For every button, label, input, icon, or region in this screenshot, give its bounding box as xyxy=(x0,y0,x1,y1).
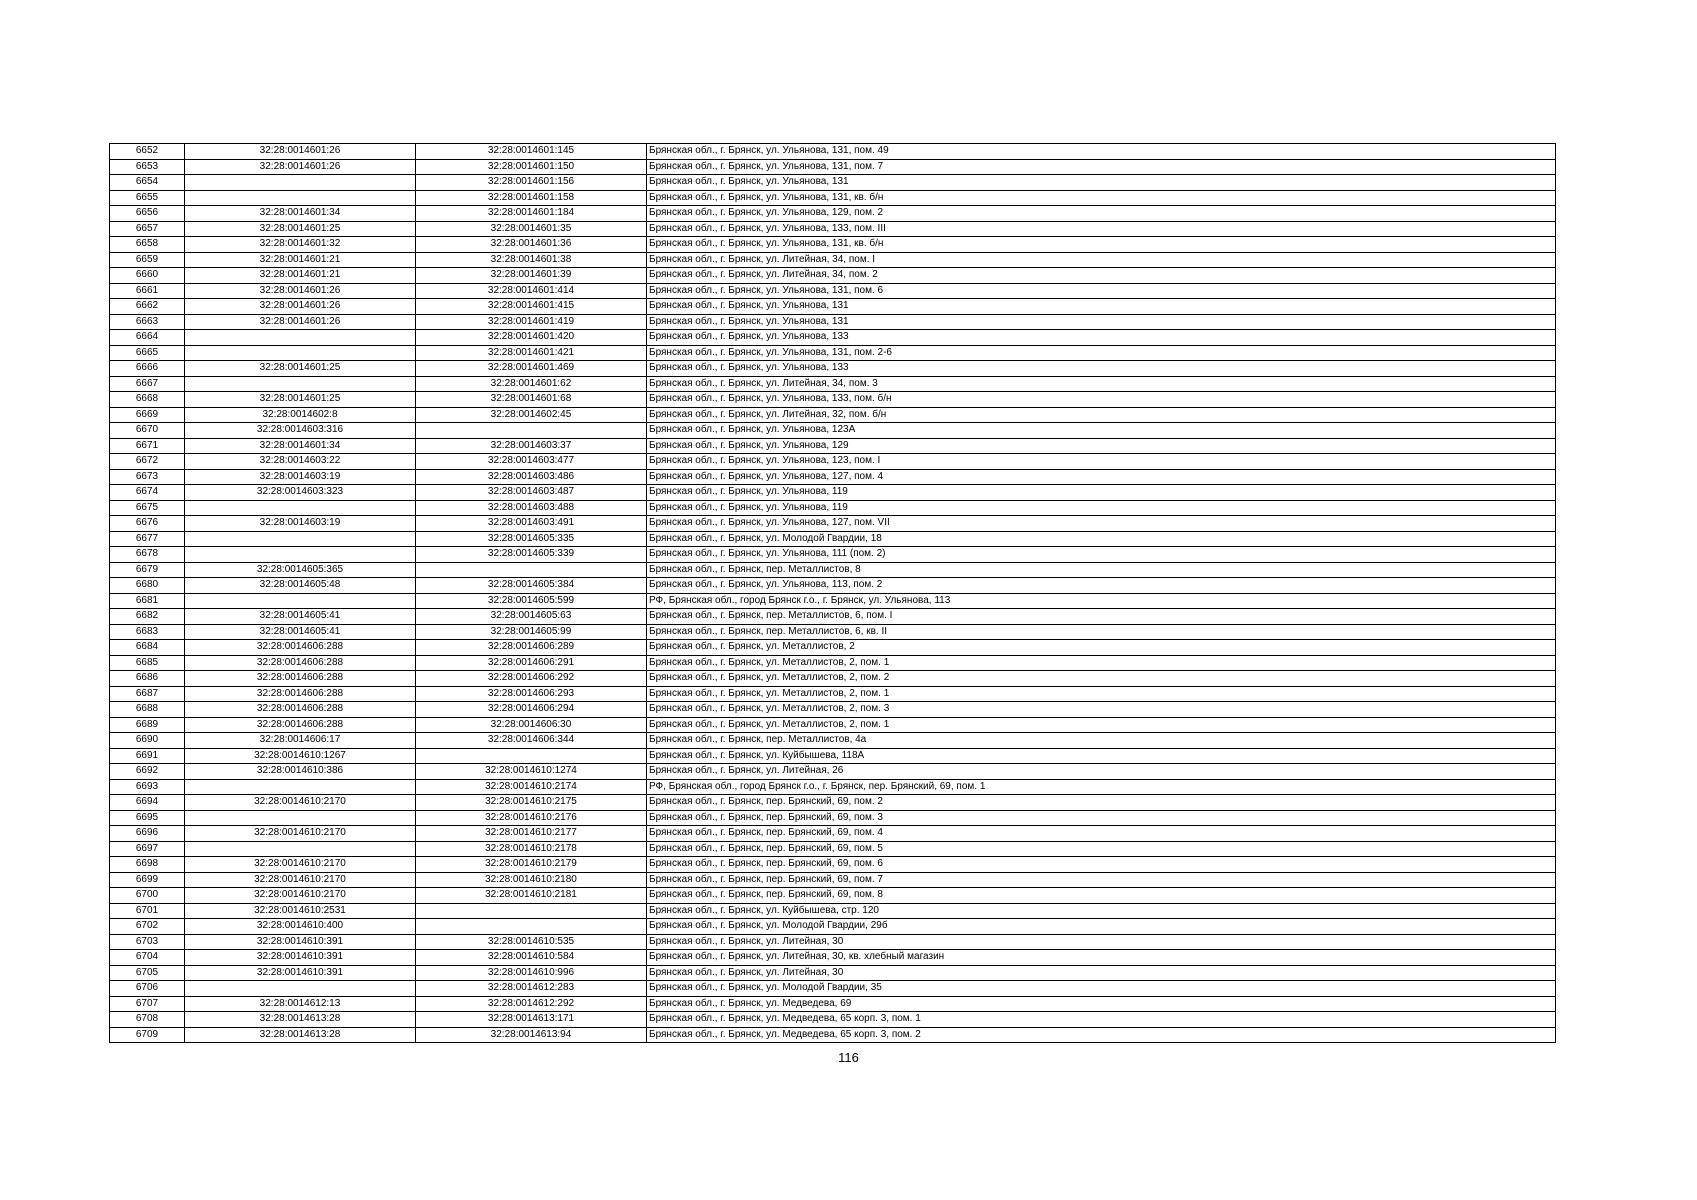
object-number-cell: 32:28:0014610:584 xyxy=(416,950,647,966)
table-row xyxy=(110,221,1556,237)
address-cell: Брянская обл., г. Брянск, ул. Ульянова, 131, пом. 6 xyxy=(647,283,1556,299)
object-number-cell xyxy=(416,919,647,935)
object-number-cell: 32:28:0014602:45 xyxy=(416,407,647,423)
address-cell: Брянская обл., г. Брянск, пер. Металлистов, 4а xyxy=(647,733,1556,749)
table-row xyxy=(110,872,1556,888)
table-row xyxy=(110,919,1556,935)
table-row xyxy=(110,717,1556,733)
parcel-number-cell: 32:28:0014610:400 xyxy=(185,919,416,935)
address-cell: Брянская обл., г. Брянск, пер. Брянский, 69, пом. 2 xyxy=(647,795,1556,811)
row-number-cell: 6674 xyxy=(110,485,185,501)
address-cell: Брянская обл., г. Брянск, ул. Молодой Гвардии, 18 xyxy=(647,531,1556,547)
table-row xyxy=(110,454,1556,470)
address-cell: Брянская обл., г. Брянск, пер. Металлистов, 6, пом. I xyxy=(647,609,1556,625)
table-row xyxy=(110,888,1556,904)
object-number-cell: 32:28:0014601:421 xyxy=(416,345,647,361)
page-number: 116 xyxy=(838,1050,859,1065)
address-cell: Брянская обл., г. Брянск, пер. Металлистов, 8 xyxy=(647,562,1556,578)
table-row xyxy=(110,996,1556,1012)
address-cell: Брянская обл., г. Брянск, ул. Ульянова, 129 xyxy=(647,438,1556,454)
parcel-number-cell: 32:28:0014601:26 xyxy=(185,283,416,299)
row-number-cell: 6657 xyxy=(110,221,185,237)
table-row xyxy=(110,144,1556,160)
object-number-cell: 32:28:0014610:2177 xyxy=(416,826,647,842)
object-number-cell: 32:28:0014605:384 xyxy=(416,578,647,594)
object-number-cell: 32:28:0014612:292 xyxy=(416,996,647,1012)
row-number-cell: 6687 xyxy=(110,686,185,702)
object-number-cell: 32:28:0014610:2175 xyxy=(416,795,647,811)
parcel-number-cell: 32:28:0014603:22 xyxy=(185,454,416,470)
address-cell: Брянская обл., г. Брянск, ул. Ульянова, 123А xyxy=(647,423,1556,439)
table-row xyxy=(110,562,1556,578)
table-row xyxy=(110,531,1556,547)
object-number-cell: 32:28:0014601:39 xyxy=(416,268,647,284)
object-number-cell: 32:28:0014612:283 xyxy=(416,981,647,997)
object-number-cell: 32:28:0014606:293 xyxy=(416,686,647,702)
row-number-cell: 6656 xyxy=(110,206,185,222)
table-row xyxy=(110,841,1556,857)
table-row xyxy=(110,655,1556,671)
parcel-number-cell: 32:28:0014606:17 xyxy=(185,733,416,749)
row-number-cell: 6703 xyxy=(110,934,185,950)
parcel-number-cell: 32:28:0014601:32 xyxy=(185,237,416,253)
parcel-number-cell: 32:28:0014602:8 xyxy=(185,407,416,423)
address-cell: Брянская обл., г. Брянск, пер. Брянский, 69, пом. 5 xyxy=(647,841,1556,857)
table-row xyxy=(110,950,1556,966)
address-cell: Брянская обл., г. Брянск, ул. Ульянова, 131, кв. б/н xyxy=(647,190,1556,206)
table-row xyxy=(110,392,1556,408)
table-row xyxy=(110,175,1556,191)
row-number-cell: 6701 xyxy=(110,903,185,919)
address-cell: Брянская обл., г. Брянск, ул. Металлистов, 2, пом. 2 xyxy=(647,671,1556,687)
object-number-cell: 32:28:0014613:94 xyxy=(416,1027,647,1043)
object-number-cell: 32:28:0014603:37 xyxy=(416,438,647,454)
parcel-number-cell: 32:28:0014605:365 xyxy=(185,562,416,578)
object-number-cell: 32:28:0014601:36 xyxy=(416,237,647,253)
table-row xyxy=(110,578,1556,594)
table-row xyxy=(110,826,1556,842)
parcel-number-cell: 32:28:0014601:34 xyxy=(185,438,416,454)
object-number-cell: 32:28:0014606:294 xyxy=(416,702,647,718)
parcel-number-cell xyxy=(185,779,416,795)
row-number-cell: 6693 xyxy=(110,779,185,795)
object-number-cell: 32:28:0014601:35 xyxy=(416,221,647,237)
table-row xyxy=(110,981,1556,997)
row-number-cell: 6667 xyxy=(110,376,185,392)
parcel-number-cell: 32:28:0014601:25 xyxy=(185,221,416,237)
parcel-number-cell xyxy=(185,330,416,346)
parcel-number-cell: 32:28:0014603:323 xyxy=(185,485,416,501)
object-number-cell: 32:28:0014610:996 xyxy=(416,965,647,981)
table-row xyxy=(110,345,1556,361)
parcel-number-cell: 32:28:0014601:26 xyxy=(185,314,416,330)
row-number-cell: 6694 xyxy=(110,795,185,811)
row-number-cell: 6659 xyxy=(110,252,185,268)
address-cell: Брянская обл., г. Брянск, ул. Молодой Гвардии, 35 xyxy=(647,981,1556,997)
object-number-cell: 32:28:0014601:62 xyxy=(416,376,647,392)
address-cell: Брянская обл., г. Брянск, ул. Ульянова, 131 xyxy=(647,299,1556,315)
row-number-cell: 6700 xyxy=(110,888,185,904)
address-cell: РФ, Брянская обл., город Брянск г.о., г. Брянск, пер. Брянский, 69, пом. 1 xyxy=(647,779,1556,795)
address-cell: Брянская обл., г. Брянск, ул. Ульянова, 131, пом. 49 xyxy=(647,144,1556,160)
row-number-cell: 6658 xyxy=(110,237,185,253)
address-cell: Брянская обл., г. Брянск, ул. Ульянова, 133, пом. III xyxy=(647,221,1556,237)
table-row xyxy=(110,795,1556,811)
row-number-cell: 6653 xyxy=(110,159,185,175)
table-row xyxy=(110,469,1556,485)
table-row xyxy=(110,748,1556,764)
row-number-cell: 6686 xyxy=(110,671,185,687)
address-cell: Брянская обл., г. Брянск, ул. Ульянова, 113, пом. 2 xyxy=(647,578,1556,594)
table-row xyxy=(110,485,1556,501)
parcel-number-cell: 32:28:0014601:25 xyxy=(185,361,416,377)
address-cell: Брянская обл., г. Брянск, ул. Ульянова, 131 xyxy=(647,175,1556,191)
row-number-cell: 6709 xyxy=(110,1027,185,1043)
address-cell: Брянская обл., г. Брянск, ул. Ульянова, 133, пом. б/н xyxy=(647,392,1556,408)
parcel-number-cell: 32:28:0014606:288 xyxy=(185,717,416,733)
address-cell: Брянская обл., г. Брянск, пер. Брянский, 69, пом. 4 xyxy=(647,826,1556,842)
table-row xyxy=(110,609,1556,625)
address-cell: Брянская обл., г. Брянск, ул. Ульянова, 133 xyxy=(647,361,1556,377)
table-row xyxy=(110,252,1556,268)
row-number-cell: 6666 xyxy=(110,361,185,377)
parcel-number-cell: 32:28:0014601:26 xyxy=(185,144,416,160)
object-number-cell: 32:28:0014610:1274 xyxy=(416,764,647,780)
address-cell: Брянская обл., г. Брянск, ул. Металлистов, 2, пом. 1 xyxy=(647,655,1556,671)
table-row xyxy=(110,376,1556,392)
registry-table xyxy=(109,143,1556,1043)
address-cell: Брянская обл., г. Брянск, ул. Ульянова, 123, пом. I xyxy=(647,454,1556,470)
table-row xyxy=(110,1027,1556,1043)
object-number-cell xyxy=(416,748,647,764)
object-number-cell: 32:28:0014605:99 xyxy=(416,624,647,640)
address-cell: Брянская обл., г. Брянск, ул. Медведева, 69 xyxy=(647,996,1556,1012)
row-number-cell: 6692 xyxy=(110,764,185,780)
address-cell: Брянская обл., г. Брянск, пер. Брянский, 69, пом. 6 xyxy=(647,857,1556,873)
object-number-cell: 32:28:0014606:291 xyxy=(416,655,647,671)
table-row xyxy=(110,733,1556,749)
parcel-number-cell: 32:28:0014610:386 xyxy=(185,764,416,780)
row-number-cell: 6680 xyxy=(110,578,185,594)
parcel-number-cell xyxy=(185,345,416,361)
row-number-cell: 6690 xyxy=(110,733,185,749)
address-cell: Брянская обл., г. Брянск, ул. Литейная, 34, пом. I xyxy=(647,252,1556,268)
address-cell: Брянская обл., г. Брянск, ул. Литейная, 30, кв. хлебный магазин xyxy=(647,950,1556,966)
address-cell: Брянская обл., г. Брянск, ул. Литейная, 26 xyxy=(647,764,1556,780)
row-number-cell: 6672 xyxy=(110,454,185,470)
table-row xyxy=(110,686,1556,702)
address-cell: Брянская обл., г. Брянск, ул. Ульянова, 127, пом. 4 xyxy=(647,469,1556,485)
address-cell: РФ, Брянская обл., город Брянск г.о., г. Брянск, ул. Ульянова, 113 xyxy=(647,593,1556,609)
address-cell: Брянская обл., г. Брянск, ул. Металлистов, 2, пом. 3 xyxy=(647,702,1556,718)
address-cell: Брянская обл., г. Брянск, ул. Литейная, 34, пом. 2 xyxy=(647,268,1556,284)
address-cell: Брянская обл., г. Брянск, ул. Металлистов, 2, пом. 1 xyxy=(647,717,1556,733)
table-row xyxy=(110,702,1556,718)
row-number-cell: 6661 xyxy=(110,283,185,299)
parcel-number-cell xyxy=(185,547,416,563)
address-cell: Брянская обл., г. Брянск, ул. Ульянова, 119 xyxy=(647,500,1556,516)
row-number-cell: 6698 xyxy=(110,857,185,873)
table-row xyxy=(110,190,1556,206)
parcel-number-cell: 32:28:0014605:41 xyxy=(185,609,416,625)
parcel-number-cell: 32:28:0014603:316 xyxy=(185,423,416,439)
address-cell: Брянская обл., г. Брянск, ул. Ульянова, 131 xyxy=(647,314,1556,330)
row-number-cell: 6704 xyxy=(110,950,185,966)
row-number-cell: 6705 xyxy=(110,965,185,981)
address-cell: Брянская обл., г. Брянск, ул. Литейная, 30 xyxy=(647,965,1556,981)
object-number-cell: 32:28:0014606:30 xyxy=(416,717,647,733)
parcel-number-cell: 32:28:0014601:34 xyxy=(185,206,416,222)
object-number-cell: 32:28:0014603:488 xyxy=(416,500,647,516)
row-number-cell: 6673 xyxy=(110,469,185,485)
object-number-cell: 32:28:0014601:158 xyxy=(416,190,647,206)
registry-table-body xyxy=(110,144,1556,1043)
parcel-number-cell: 32:28:0014610:2170 xyxy=(185,857,416,873)
row-number-cell: 6677 xyxy=(110,531,185,547)
object-number-cell: 32:28:0014605:339 xyxy=(416,547,647,563)
row-number-cell: 6676 xyxy=(110,516,185,532)
row-number-cell: 6668 xyxy=(110,392,185,408)
parcel-number-cell: 32:28:0014601:25 xyxy=(185,392,416,408)
object-number-cell: 32:28:0014601:420 xyxy=(416,330,647,346)
table-row xyxy=(110,593,1556,609)
row-number-cell: 6683 xyxy=(110,624,185,640)
object-number-cell: 32:28:0014601:415 xyxy=(416,299,647,315)
row-number-cell: 6655 xyxy=(110,190,185,206)
parcel-number-cell: 32:28:0014612:13 xyxy=(185,996,416,1012)
parcel-number-cell: 32:28:0014613:28 xyxy=(185,1012,416,1028)
parcel-number-cell: 32:28:0014606:288 xyxy=(185,655,416,671)
row-number-cell: 6675 xyxy=(110,500,185,516)
address-cell: Брянская обл., г. Брянск, ул. Литейная, 32, пом. б/н xyxy=(647,407,1556,423)
object-number-cell: 32:28:0014610:2178 xyxy=(416,841,647,857)
table-row xyxy=(110,314,1556,330)
object-number-cell: 32:28:0014610:2180 xyxy=(416,872,647,888)
address-cell: Брянская обл., г. Брянск, ул. Ульянова, 127, пом. VII xyxy=(647,516,1556,532)
parcel-number-cell xyxy=(185,981,416,997)
object-number-cell: 32:28:0014606:289 xyxy=(416,640,647,656)
table-row xyxy=(110,423,1556,439)
row-number-cell: 6671 xyxy=(110,438,185,454)
address-cell: Брянская обл., г. Брянск, ул. Куйбышева, 118А xyxy=(647,748,1556,764)
address-cell: Брянская обл., г. Брянск, ул. Ульянова, 131, кв. б/н xyxy=(647,237,1556,253)
address-cell: Брянская обл., г. Брянск, пер. Брянский, 69, пом. 7 xyxy=(647,872,1556,888)
object-number-cell: 32:28:0014610:2181 xyxy=(416,888,647,904)
row-number-cell: 6696 xyxy=(110,826,185,842)
row-number-cell: 6669 xyxy=(110,407,185,423)
parcel-number-cell: 32:28:0014610:2170 xyxy=(185,872,416,888)
address-cell: Брянская обл., г. Брянск, ул. Ульянова, 111 (пом. 2) xyxy=(647,547,1556,563)
address-cell: Брянская обл., г. Брянск, ул. Литейная, 30 xyxy=(647,934,1556,950)
address-cell: Брянская обл., г. Брянск, ул. Молодой Гвардии, 29б xyxy=(647,919,1556,935)
object-number-cell: 32:28:0014603:487 xyxy=(416,485,647,501)
row-number-cell: 6702 xyxy=(110,919,185,935)
address-cell: Брянская обл., г. Брянск, пер. Брянский, 69, пом. 3 xyxy=(647,810,1556,826)
object-number-cell: 32:28:0014613:171 xyxy=(416,1012,647,1028)
object-number-cell: 32:28:0014605:599 xyxy=(416,593,647,609)
parcel-number-cell xyxy=(185,190,416,206)
parcel-number-cell: 32:28:0014601:26 xyxy=(185,299,416,315)
table-row xyxy=(110,268,1556,284)
parcel-number-cell: 32:28:0014603:19 xyxy=(185,469,416,485)
object-number-cell: 32:28:0014605:63 xyxy=(416,609,647,625)
table-row xyxy=(110,159,1556,175)
row-number-cell: 6660 xyxy=(110,268,185,284)
row-number-cell: 6678 xyxy=(110,547,185,563)
parcel-number-cell: 32:28:0014606:288 xyxy=(185,671,416,687)
parcel-number-cell: 32:28:0014606:288 xyxy=(185,640,416,656)
parcel-number-cell: 32:28:0014605:48 xyxy=(185,578,416,594)
table-row xyxy=(110,500,1556,516)
object-number-cell: 32:28:0014610:2179 xyxy=(416,857,647,873)
object-number-cell: 32:28:0014610:2174 xyxy=(416,779,647,795)
row-number-cell: 6697 xyxy=(110,841,185,857)
row-number-cell: 6708 xyxy=(110,1012,185,1028)
row-number-cell: 6664 xyxy=(110,330,185,346)
row-number-cell: 6707 xyxy=(110,996,185,1012)
address-cell: Брянская обл., г. Брянск, ул. Ульянова, 129, пом. 2 xyxy=(647,206,1556,222)
object-number-cell: 32:28:0014601:156 xyxy=(416,175,647,191)
table-row xyxy=(110,810,1556,826)
parcel-number-cell: 32:28:0014603:19 xyxy=(185,516,416,532)
parcel-number-cell xyxy=(185,593,416,609)
row-number-cell: 6684 xyxy=(110,640,185,656)
row-number-cell: 6679 xyxy=(110,562,185,578)
parcel-number-cell xyxy=(185,500,416,516)
address-cell: Брянская обл., г. Брянск, пер. Металлистов, 6, кв. II xyxy=(647,624,1556,640)
object-number-cell: 32:28:0014605:335 xyxy=(416,531,647,547)
address-cell: Брянская обл., г. Брянск, ул. Ульянова, 133 xyxy=(647,330,1556,346)
table-row xyxy=(110,438,1556,454)
table-row xyxy=(110,237,1556,253)
row-number-cell: 6670 xyxy=(110,423,185,439)
object-number-cell: 32:28:0014601:419 xyxy=(416,314,647,330)
table-row xyxy=(110,407,1556,423)
row-number-cell: 6699 xyxy=(110,872,185,888)
row-number-cell: 6654 xyxy=(110,175,185,191)
table-row xyxy=(110,640,1556,656)
row-number-cell: 6685 xyxy=(110,655,185,671)
table-row xyxy=(110,857,1556,873)
row-number-cell: 6691 xyxy=(110,748,185,764)
parcel-number-cell xyxy=(185,810,416,826)
table-row xyxy=(110,624,1556,640)
parcel-number-cell: 32:28:0014610:391 xyxy=(185,934,416,950)
object-number-cell: 32:28:0014610:2176 xyxy=(416,810,647,826)
parcel-number-cell: 32:28:0014610:391 xyxy=(185,950,416,966)
row-number-cell: 6663 xyxy=(110,314,185,330)
address-cell: Брянская обл., г. Брянск, ул. Медведева, 65 корп. 3, пом. 2 xyxy=(647,1027,1556,1043)
parcel-number-cell: 32:28:0014610:2170 xyxy=(185,888,416,904)
table-row xyxy=(110,671,1556,687)
object-number-cell: 32:28:0014606:292 xyxy=(416,671,647,687)
row-number-cell: 6662 xyxy=(110,299,185,315)
parcel-number-cell: 32:28:0014610:2531 xyxy=(185,903,416,919)
object-number-cell: 32:28:0014603:477 xyxy=(416,454,647,470)
table-row xyxy=(110,1012,1556,1028)
table-row xyxy=(110,779,1556,795)
address-cell: Брянская обл., г. Брянск, пер. Брянский, 69, пом. 8 xyxy=(647,888,1556,904)
object-number-cell: 32:28:0014603:491 xyxy=(416,516,647,532)
parcel-number-cell xyxy=(185,376,416,392)
object-number-cell: 32:28:0014601:184 xyxy=(416,206,647,222)
object-number-cell xyxy=(416,562,647,578)
parcel-number-cell: 32:28:0014601:21 xyxy=(185,252,416,268)
parcel-number-cell: 32:28:0014613:28 xyxy=(185,1027,416,1043)
row-number-cell: 6652 xyxy=(110,144,185,160)
object-number-cell xyxy=(416,903,647,919)
object-number-cell: 32:28:0014601:145 xyxy=(416,144,647,160)
parcel-number-cell xyxy=(185,841,416,857)
parcel-number-cell xyxy=(185,175,416,191)
address-cell: Брянская обл., г. Брянск, ул. Металлистов, 2 xyxy=(647,640,1556,656)
table-row xyxy=(110,330,1556,346)
table-row xyxy=(110,516,1556,532)
parcel-number-cell: 32:28:0014601:21 xyxy=(185,268,416,284)
object-number-cell: 32:28:0014601:38 xyxy=(416,252,647,268)
table-row xyxy=(110,965,1556,981)
address-cell: Брянская обл., г. Брянск, ул. Ульянова, 131, пом. 7 xyxy=(647,159,1556,175)
row-number-cell: 6665 xyxy=(110,345,185,361)
address-cell: Брянская обл., г. Брянск, ул. Металлистов, 2, пом. 1 xyxy=(647,686,1556,702)
row-number-cell: 6689 xyxy=(110,717,185,733)
object-number-cell: 32:28:0014603:486 xyxy=(416,469,647,485)
parcel-number-cell: 32:28:0014610:1267 xyxy=(185,748,416,764)
row-number-cell: 6682 xyxy=(110,609,185,625)
parcel-number-cell: 32:28:0014606:288 xyxy=(185,686,416,702)
table-row xyxy=(110,361,1556,377)
object-number-cell: 32:28:0014601:68 xyxy=(416,392,647,408)
object-number-cell: 32:28:0014606:344 xyxy=(416,733,647,749)
parcel-number-cell xyxy=(185,531,416,547)
address-cell: Брянская обл., г. Брянск, ул. Ульянова, 131, пом. 2-6 xyxy=(647,345,1556,361)
parcel-number-cell: 32:28:0014610:391 xyxy=(185,965,416,981)
address-cell: Брянская обл., г. Брянск, ул. Ульянова, 119 xyxy=(647,485,1556,501)
address-cell: Брянская обл., г. Брянск, ул. Литейная, 34, пом. 3 xyxy=(647,376,1556,392)
object-number-cell: 32:28:0014610:535 xyxy=(416,934,647,950)
table-row xyxy=(110,934,1556,950)
table-row xyxy=(110,903,1556,919)
table-row xyxy=(110,764,1556,780)
object-number-cell: 32:28:0014601:414 xyxy=(416,283,647,299)
table-row xyxy=(110,206,1556,222)
row-number-cell: 6706 xyxy=(110,981,185,997)
object-number-cell xyxy=(416,423,647,439)
table-row xyxy=(110,283,1556,299)
table-row xyxy=(110,299,1556,315)
table-row xyxy=(110,547,1556,563)
parcel-number-cell: 32:28:0014606:288 xyxy=(185,702,416,718)
parcel-number-cell: 32:28:0014610:2170 xyxy=(185,826,416,842)
parcel-number-cell: 32:28:0014601:26 xyxy=(185,159,416,175)
address-cell: Брянская обл., г. Брянск, ул. Куйбышева, стр. 120 xyxy=(647,903,1556,919)
row-number-cell: 6695 xyxy=(110,810,185,826)
parcel-number-cell: 32:28:0014610:2170 xyxy=(185,795,416,811)
object-number-cell: 32:28:0014601:150 xyxy=(416,159,647,175)
parcel-number-cell: 32:28:0014605:41 xyxy=(185,624,416,640)
address-cell: Брянская обл., г. Брянск, ул. Медведева, 65 корп. 3, пом. 1 xyxy=(647,1012,1556,1028)
object-number-cell: 32:28:0014601:469 xyxy=(416,361,647,377)
row-number-cell: 6681 xyxy=(110,593,185,609)
row-number-cell: 6688 xyxy=(110,702,185,718)
